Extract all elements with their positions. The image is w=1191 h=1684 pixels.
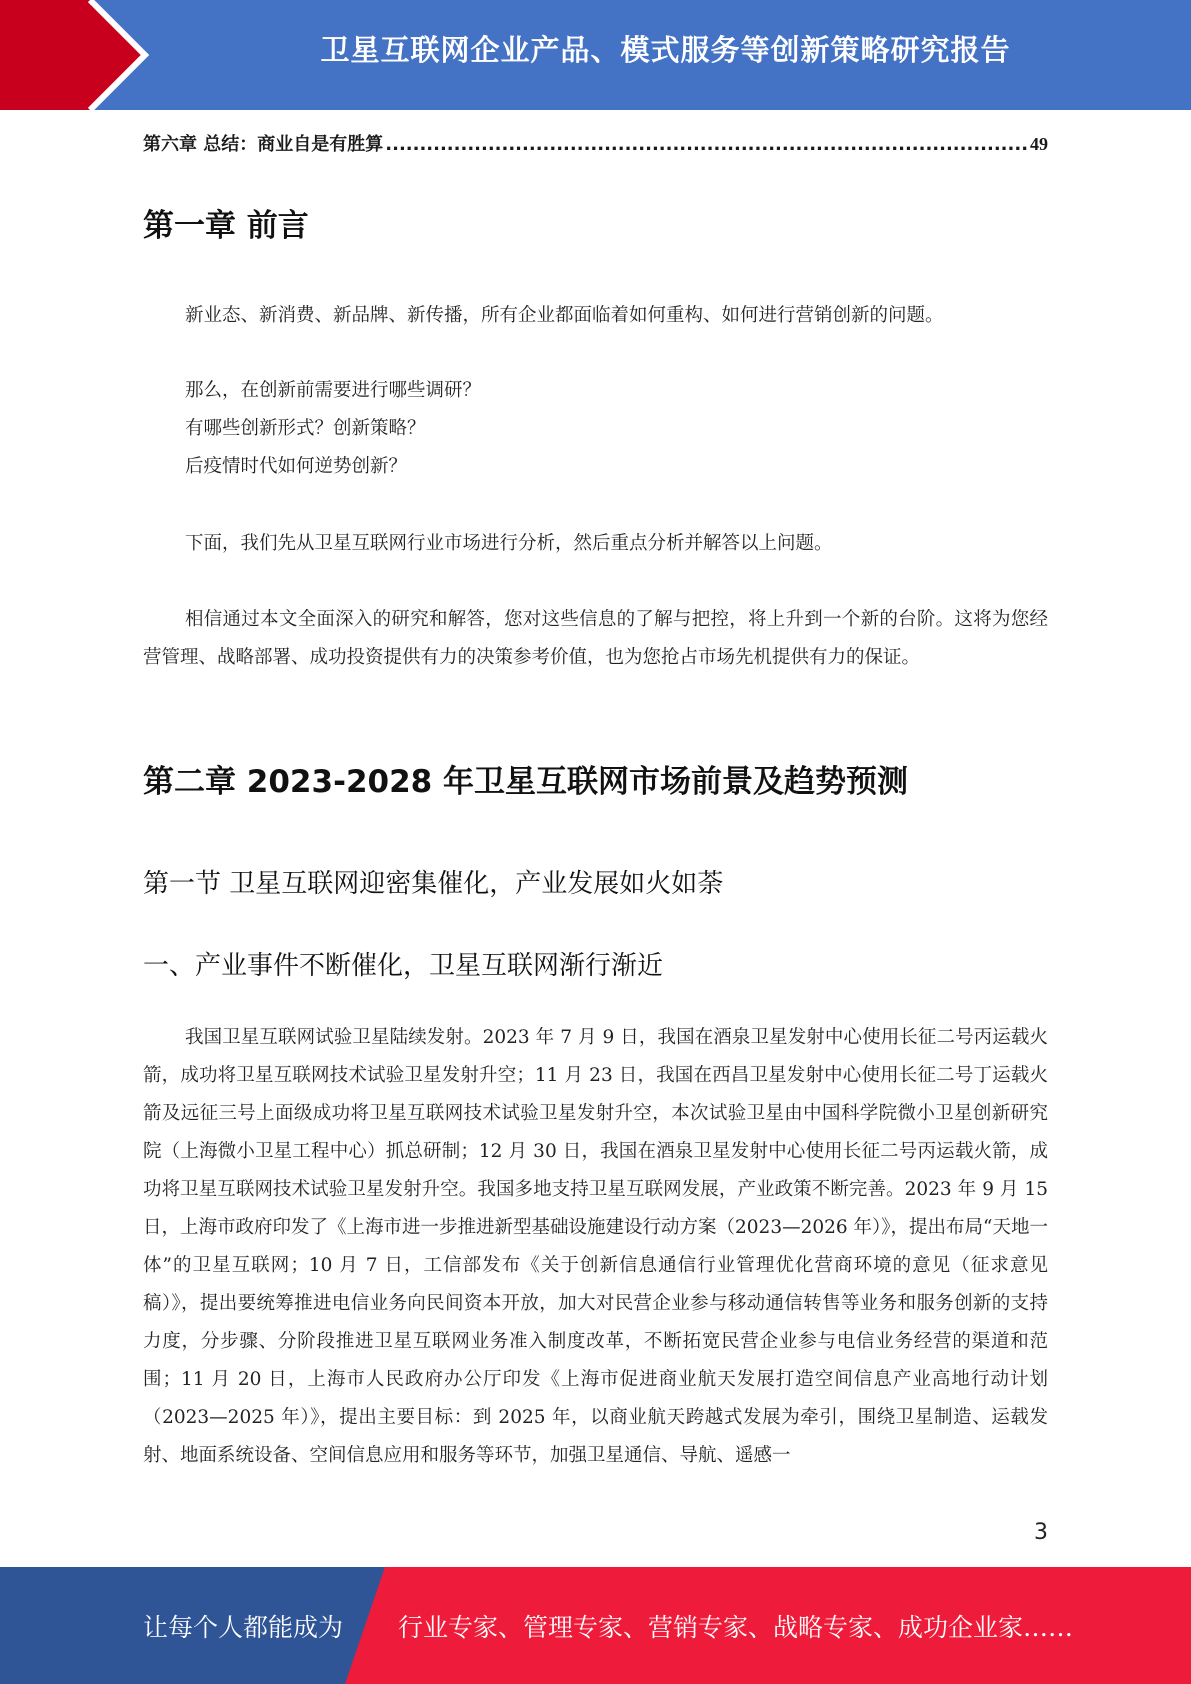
section-1-heading: 第一节 卫星互联网迎密集催化，产业发展如火如荼 <box>143 869 724 899</box>
chapter-1-paragraph-2: 下面，我们先从卫星互联网行业市场进行分析，然后重点分析并解答以上问题。 <box>185 533 833 554</box>
report-title: 卫星互联网企业产品、模式服务等创新策略研究报告 <box>320 33 1011 67</box>
toc-entry-page: 49 <box>1030 134 1048 154</box>
chapter-2-body-paragraph: 我国卫星互联网试验卫星陆续发射。2023 年 7 月 9 日，我国在酒泉卫星发射中心使用长征二号丙运载火箭，成功将卫星互联网技术试验卫星发射升空；11 月 23 日，我国在西昌卫星发射中心使用长征二号丁运载火箭及远征三号上面级成功将卫星互联网技术试验卫星发射升空，本次试验卫星由中国科学院微小卫星创新研究院（上海微小卫星工程中心）抓总研制；12 月 30 日，我国在酒泉卫星发射中心使用长征二号丙运载火箭，成功将卫星互联网技术试验卫星发射升空。我国多地支持卫星互联网发展，产业政策不断完善。2023 年 9 月 15 日，上海市政府印发了《上海市进一步推进新型基础设施建设行动方案（2023—2026 年）》，提出布局“天地一体”的卫星互联网；10 月 7 日，工信部发布《关于创新信息通信行业管理优化营商环境的意见（征求意见稿）》，提出要统筹推进电信业务向民间资本开放，加大对民营企业参与移动通信转售等业务和服务创新的支持力度，分步骤、分阶段推进卫星互联网业务准入制度改革，不断拓宽民营企业参与电信业务经营的渠道和范围；11 月 20 日，上海市人民政府办公厅印发《上海市促进商业航天发展打造空间信息产业高地行动计划（2023—2025 年）》，提出主要目标：到 2025 年，以商业航天跨越式发展为牵引，围绕卫星制造、运载发射、地面系统设备、空间信息应用和服务等环节，加强卫星通信、导航、遥感一 <box>143 1027 1049 1466</box>
subsection-1-heading: 一、产业事件不断催化，卫星互联网渐行渐近 <box>143 951 664 981</box>
header-banner <box>0 0 1191 110</box>
chapter-1-paragraph-3: 相信通过本文全面深入的研究和解答，您对这些信息的了解与把控，将上升到一个新的台阶。这将为您经营管理、战略部署、成功投资提供有力的决策参考价值，也为您抢占市场先机提供有力的保证。 <box>143 609 1048 668</box>
chapter-1-paragraph-1: 新业态、新消费、新品牌、新传播，所有企业都面临着如何重构、如何进行营销创新的问题。 <box>185 305 944 326</box>
question-2: 有哪些创新形式？创新策略？ <box>185 418 426 439</box>
header-arrow-decoration <box>0 0 150 110</box>
footer-slogan-left: 让每个人都能成为 <box>143 1613 344 1642</box>
question-3: 后疫情时代如何逆势创新？ <box>185 456 408 477</box>
chapter-2-heading: 第二章 2023-2028 年卫星互联网市场前景及趋势预测 <box>143 764 909 800</box>
page-number: 3 <box>1034 1520 1048 1545</box>
toc-entry-title: 第六章 总结：商业自是有胜算 <box>143 134 384 155</box>
toc-entry[interactable] <box>143 130 1048 156</box>
footer-banner <box>0 1567 1191 1684</box>
toc-leader-dots <box>385 134 1028 155</box>
chapter-1-heading: 第一章 前言 <box>143 208 309 244</box>
question-1: 那么，在创新前需要进行哪些调研？ <box>185 380 482 401</box>
footer-slogan-right: 行业专家、管理专家、营销专家、战略专家、成功企业家…… <box>398 1613 1074 1642</box>
